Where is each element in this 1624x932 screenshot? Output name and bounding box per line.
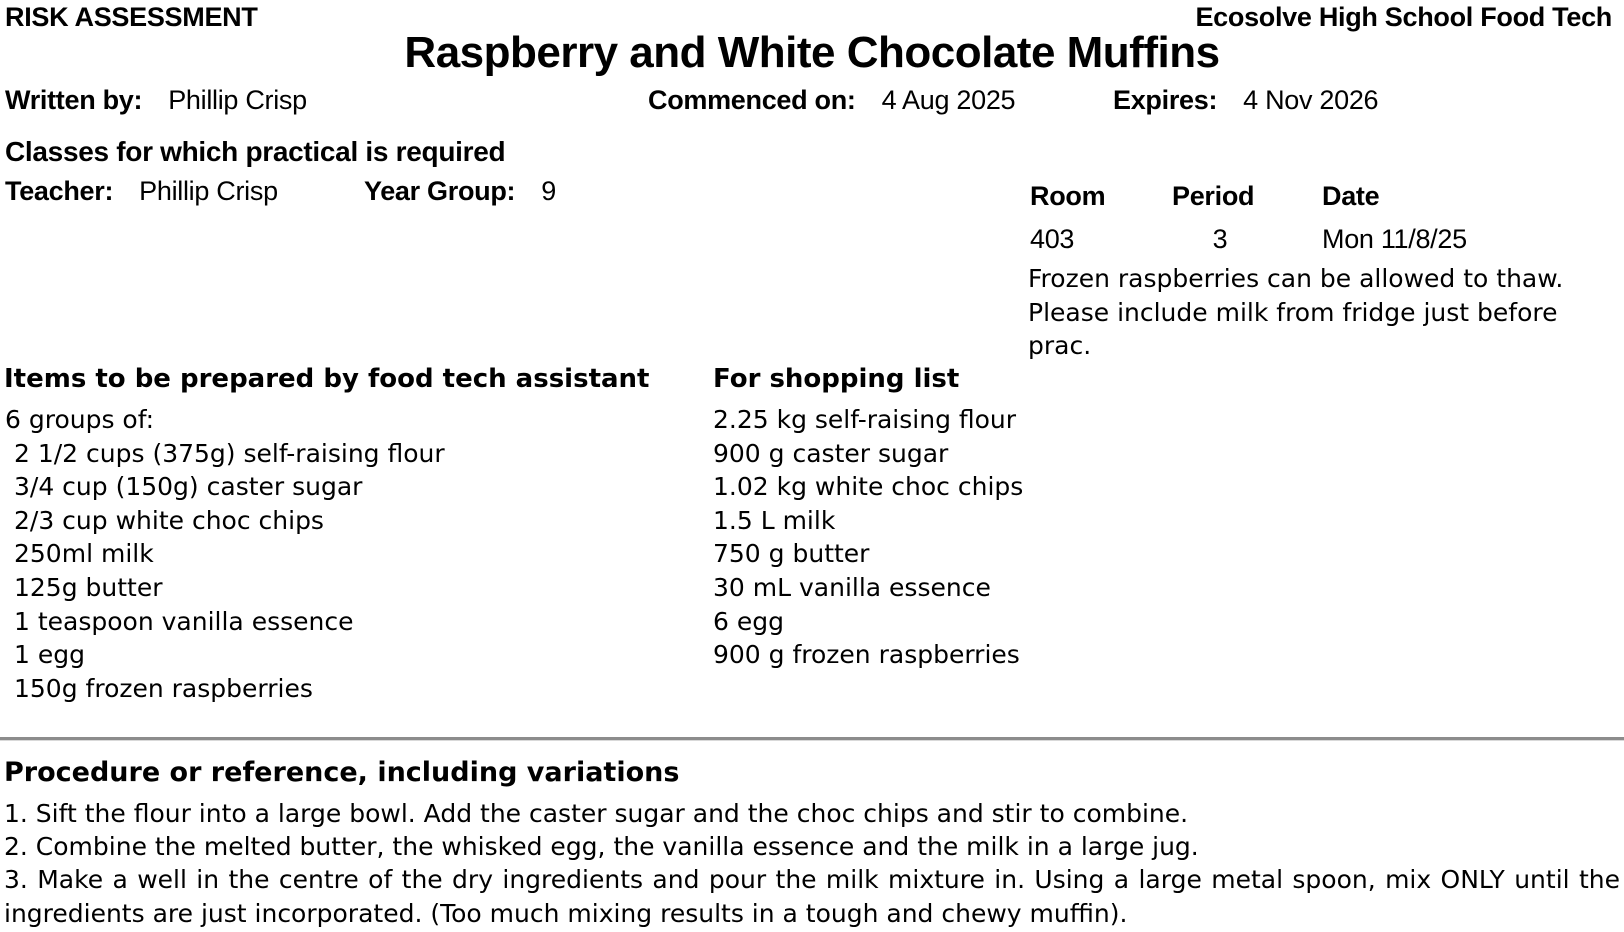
section-divider [0, 737, 1624, 741]
list-item: 2.25 kg self-raising flour [713, 405, 1017, 434]
procedure-heading: Procedure or reference, including variations [4, 757, 680, 788]
expires-field [1113, 85, 1378, 116]
prepare-list-intro: 6 groups of: [5, 405, 155, 434]
list-item: 900 g frozen raspberries [713, 640, 1020, 670]
list-item: 1 egg [14, 640, 85, 670]
list-item: 1 teaspoon vanilla essence [14, 606, 354, 636]
year-group-field [364, 176, 556, 207]
list-item: 250ml milk [14, 539, 154, 569]
commenced-on-field [648, 85, 1015, 116]
schedule-note: Frozen raspberries can be allowed to thaw. Please include milk from fridge just before prac. [1028, 264, 1564, 360]
schedule-column-room: Room [1030, 181, 1106, 211]
list-item: 6 egg [713, 606, 784, 636]
written-by-field [5, 85, 307, 116]
recipe-title: Raspberry and White Chocolate Muffins [404, 28, 1220, 77]
list-item: 125g butter [14, 572, 163, 602]
commenced-on-label: Commenced on: [648, 85, 856, 115]
procedure-step: 1. Sift the flour into a large bowl. Add the caster sugar and the choc chips and stir to combine. [4, 799, 1189, 828]
schedule-period-value: 3 [1212, 224, 1228, 254]
schedule-column-date: Date [1322, 181, 1380, 211]
year-group-value: 9 [541, 176, 556, 206]
list-item: 2/3 cup white choc chips [14, 505, 324, 535]
schedule-column-period: Period [1172, 181, 1255, 211]
expires-label: Expires: [1113, 85, 1218, 115]
written-by-value: Phillip Crisp [168, 85, 307, 115]
prepare-list [5, 403, 445, 705]
doc-type-label: RISK ASSESSMENT [5, 2, 258, 32]
school-name: Ecosolve High School Food Tech [1195, 2, 1612, 32]
list-item: 3/4 cup (150g) caster sugar [14, 472, 363, 502]
prepare-list-heading: Items to be prepared by food tech assistant [4, 364, 650, 394]
teacher-label: Teacher: [5, 176, 114, 206]
list-item: 2 1/2 cups (375g) self-raising flour [14, 438, 445, 468]
year-group-label: Year Group: [364, 176, 516, 206]
expires-value: 4 Nov 2026 [1243, 85, 1379, 115]
list-item: 750 g butter [713, 539, 870, 569]
procedure-step: 3. Make a well in the centre of the dry ingredients and pour the milk mixture in. Using a large metal spoon, mix ONLY until the ingredients are just incorporated. (Too much mixing results in a tough and chewy muffin). [4, 865, 1620, 928]
procedure-steps [4, 797, 1620, 930]
schedule-date-value: Mon 11/8/25 [1322, 224, 1467, 254]
shopping-list-heading: For shopping list [713, 364, 960, 394]
list-item: 1.02 kg white choc chips [713, 472, 1024, 502]
classes-section-heading: Classes for which practical is required [5, 136, 506, 167]
list-item: 1.5 L milk [713, 505, 836, 535]
teacher-value: Phillip Crisp [139, 176, 278, 206]
list-item: 30 mL vanilla essence [713, 572, 991, 602]
shopping-list [713, 403, 1023, 672]
list-item: 900 g caster sugar [713, 438, 949, 468]
teacher-field [5, 176, 278, 207]
procedure-step: 2. Combine the melted butter, the whisked egg, the vanilla essence and the milk in a large jug. [4, 832, 1199, 862]
written-by-label: Written by: [5, 85, 143, 115]
list-item: 150g frozen raspberries [14, 673, 313, 703]
commenced-on-value: 4 Aug 2025 [881, 85, 1016, 115]
schedule-room-value: 403 [1030, 224, 1075, 254]
